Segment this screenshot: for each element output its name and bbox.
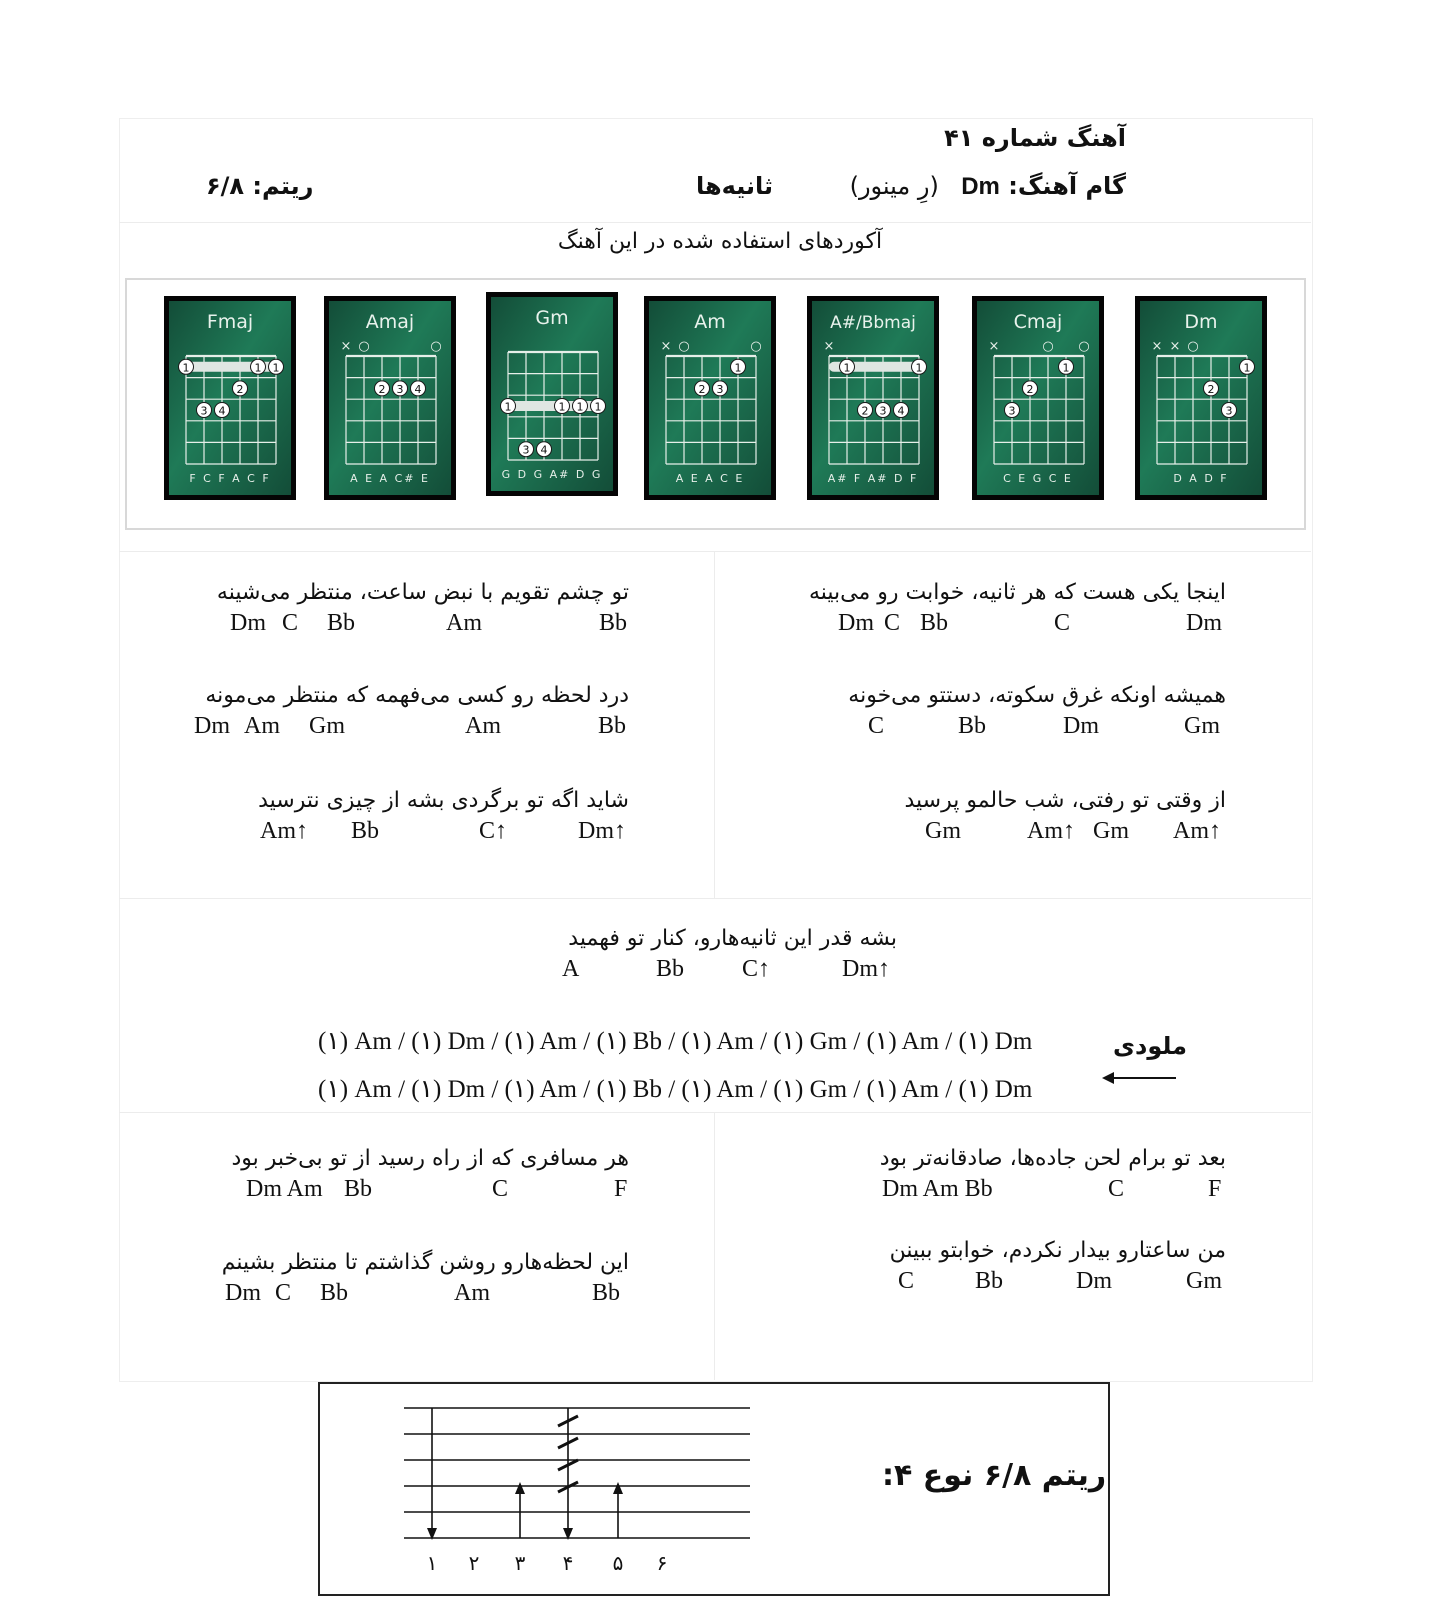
chord-label: Bb bbox=[656, 956, 685, 982]
song-name: ثانیه‌ها bbox=[696, 172, 774, 200]
beat-number: ۱ bbox=[426, 1551, 438, 1575]
svg-text:2: 2 bbox=[1207, 382, 1215, 396]
chord-label: C↑ bbox=[479, 818, 508, 844]
chord-notes: F C F A C F bbox=[189, 472, 271, 485]
chord-label: Dm bbox=[838, 610, 874, 636]
chord-label: Bb bbox=[320, 1280, 349, 1306]
verse-left-3-chords bbox=[260, 818, 640, 848]
chord-label: Bb bbox=[598, 713, 627, 739]
chord-label: Bb bbox=[958, 713, 987, 739]
verse2-right-1-lyric: بعد تو برام لحن جاده‌ها، صادقانه‌تر بود bbox=[879, 1146, 1226, 1171]
svg-text:○: ○ bbox=[678, 339, 690, 354]
verse-left-2-chords bbox=[194, 713, 644, 743]
chord-label: Am bbox=[244, 713, 280, 739]
chord-label: Am bbox=[454, 1280, 490, 1306]
svg-text:2: 2 bbox=[1026, 382, 1034, 396]
chord-label: Gm bbox=[1184, 713, 1220, 739]
left-arrow-icon bbox=[1100, 1068, 1180, 1088]
verse-right-3-chords bbox=[925, 818, 1245, 848]
chord-notes: D A D F bbox=[1173, 472, 1229, 485]
divider bbox=[119, 1112, 1311, 1113]
svg-text:3: 3 bbox=[1008, 404, 1016, 418]
svg-text:×: × bbox=[660, 339, 672, 354]
verse2-right-1-chords bbox=[882, 1176, 1242, 1206]
svg-text:2: 2 bbox=[236, 382, 244, 396]
chord-label: C bbox=[898, 1268, 915, 1294]
chord-label: Dm↑ bbox=[842, 956, 890, 982]
chord-notes: G D G A# D G bbox=[501, 468, 603, 481]
verse2-left-2-lyric: این لحظه‌هارو روشن گذاشتم تا منتظر بشینم bbox=[221, 1250, 629, 1275]
svg-text:×: × bbox=[988, 339, 1000, 354]
chord-label: Am bbox=[446, 610, 482, 636]
svg-text:4: 4 bbox=[540, 443, 548, 457]
chord-label: Am↑ bbox=[1173, 818, 1221, 844]
svg-text:2: 2 bbox=[698, 382, 706, 396]
melody-line-1: (۱) Am / (۱) Dm / (۱) Am / (۱) Bb / (۱) Am / (۱) Gm / (۱) Am / (۱) Dm bbox=[318, 1028, 1033, 1055]
chord-diagram-a-bbmaj bbox=[807, 296, 939, 500]
chord-label: C bbox=[492, 1176, 509, 1202]
key-name: (رِ مینور) bbox=[849, 172, 939, 200]
chord-diagram-dm bbox=[1135, 296, 1267, 500]
svg-text:×: × bbox=[1169, 339, 1181, 354]
chord-diagram-fmaj bbox=[164, 296, 296, 500]
verse-left-1-chords bbox=[230, 610, 650, 640]
verse2-left-2-chords bbox=[225, 1280, 645, 1310]
svg-text:○: ○ bbox=[358, 339, 370, 354]
beat-number: ۴ bbox=[562, 1551, 574, 1575]
verse-right-1-lyric: اینجا یکی هست که هر ثانیه، خوابت رو می‌بینه bbox=[808, 580, 1226, 605]
svg-text:3: 3 bbox=[1225, 404, 1233, 418]
svg-text:○: ○ bbox=[750, 339, 762, 354]
chord-label: C bbox=[868, 713, 885, 739]
key-value: Dm bbox=[961, 173, 1000, 200]
verse-right-2-chords bbox=[868, 713, 1238, 743]
chord-name: Gm bbox=[535, 307, 569, 329]
svg-text:1: 1 bbox=[1243, 361, 1251, 375]
chord-label: Am bbox=[465, 713, 501, 739]
verse2-left-1-chords bbox=[246, 1176, 646, 1206]
chord-label: C bbox=[1054, 610, 1071, 636]
column-divider bbox=[714, 551, 715, 898]
chord-label: A bbox=[562, 956, 580, 982]
beat-number: ۳ bbox=[514, 1551, 526, 1575]
verse-left-2-lyric: درد لحظه رو کسی می‌فهمه که منتظر می‌مونه bbox=[205, 683, 629, 708]
column-divider bbox=[714, 1112, 715, 1380]
chord-diagram-amaj bbox=[324, 296, 456, 500]
chord-label: Bb bbox=[975, 1268, 1004, 1294]
svg-text:1: 1 bbox=[843, 361, 851, 375]
svg-text:1: 1 bbox=[558, 400, 566, 414]
beat-number: ۲ bbox=[468, 1551, 480, 1575]
song-number-title: آهنگ شماره ۴۱ bbox=[944, 124, 1126, 152]
verse-right-2-lyric: همیشه اونکه غرق سکوته، دستتو می‌خونه bbox=[848, 683, 1226, 708]
svg-text:1: 1 bbox=[915, 361, 923, 375]
svg-text:1: 1 bbox=[254, 361, 262, 375]
svg-text:1: 1 bbox=[734, 361, 742, 375]
chord-label: C bbox=[282, 610, 299, 636]
key-label: گام آهنگ: bbox=[1008, 172, 1126, 200]
divider bbox=[119, 898, 1311, 899]
chord-label: C bbox=[1108, 1176, 1125, 1202]
verse-left-3-lyric: شاید اگه تو برگردی بشه از چیزی نترسید bbox=[258, 788, 629, 813]
svg-text:×: × bbox=[1151, 339, 1163, 354]
chord-label: Gm bbox=[1093, 818, 1129, 844]
chord-label: Dm bbox=[1076, 1268, 1112, 1294]
rhythm-staff bbox=[400, 1398, 760, 1578]
chord-label: Dm bbox=[225, 1280, 261, 1306]
song-key bbox=[850, 172, 1126, 201]
chord-label: Dm↑ bbox=[578, 818, 626, 844]
verse2-right-2-chords bbox=[898, 1268, 1238, 1298]
svg-text:4: 4 bbox=[897, 404, 905, 418]
svg-text:3: 3 bbox=[522, 443, 530, 457]
svg-text:3: 3 bbox=[200, 404, 208, 418]
svg-text:4: 4 bbox=[218, 404, 226, 418]
svg-text:1: 1 bbox=[272, 361, 280, 375]
svg-text:2: 2 bbox=[378, 382, 386, 396]
verse2-right-2-lyric: من ساعتارو بیدار نکردم، خوابتو ببینن bbox=[889, 1238, 1226, 1263]
rhythm-pattern-title: ریتم ۶/۸ نوع ۴: bbox=[882, 1458, 1107, 1493]
chord-label: Bb bbox=[592, 1280, 621, 1306]
chord-label: Dm Am bbox=[246, 1176, 323, 1202]
chord-notes: C E G C E bbox=[1003, 472, 1073, 485]
rhythm-label: ریتم: ۶/۸ bbox=[206, 172, 314, 200]
beat-number: ۵ bbox=[612, 1551, 624, 1575]
chord-name: A#/Bbmaj bbox=[830, 313, 916, 333]
verse2-left-1-lyric: هر مسافری که از راه رسید از تو بی‌خبر بود bbox=[231, 1146, 629, 1171]
chord-label: Bb bbox=[920, 610, 949, 636]
melody-line-2: (۱) Am / (۱) Dm / (۱) Am / (۱) Bb / (۱) Am / (۱) Gm / (۱) Am / (۱) Dm bbox=[318, 1076, 1033, 1103]
chord-diagram-am bbox=[644, 296, 776, 500]
chord-notes: A# F A# D F bbox=[827, 472, 919, 485]
chord-name: Am bbox=[694, 311, 726, 333]
chord-name: Dm bbox=[1184, 311, 1218, 333]
svg-text:3: 3 bbox=[879, 404, 887, 418]
chord-label: Bb bbox=[351, 818, 380, 844]
chord-label: Bb bbox=[327, 610, 356, 636]
chord-label: Am↑ bbox=[1027, 818, 1075, 844]
svg-text:1: 1 bbox=[182, 361, 190, 375]
chord-name: Fmaj bbox=[206, 311, 254, 333]
chord-label: Gm bbox=[925, 818, 961, 844]
chord-label: C↑ bbox=[742, 956, 771, 982]
svg-text:×: × bbox=[340, 339, 352, 354]
chord-label: F bbox=[614, 1176, 628, 1202]
svg-text:×: × bbox=[823, 339, 835, 354]
svg-text:1: 1 bbox=[594, 400, 602, 414]
chord-label: C bbox=[884, 610, 901, 636]
svg-text:4: 4 bbox=[414, 382, 422, 396]
verse-center-chords bbox=[562, 956, 922, 986]
melody-label: ملودی bbox=[1113, 1032, 1188, 1060]
chord-label: Bb bbox=[344, 1176, 373, 1202]
chord-label: Dm bbox=[1186, 610, 1222, 636]
svg-text:2: 2 bbox=[861, 404, 869, 418]
chord-notes: A E A C# E bbox=[350, 472, 430, 485]
chord-label: Gm bbox=[1186, 1268, 1222, 1294]
svg-text:1: 1 bbox=[576, 400, 584, 414]
chord-name: Cmaj bbox=[1013, 311, 1063, 333]
chord-label: Dm bbox=[1063, 713, 1099, 739]
svg-text:1: 1 bbox=[504, 400, 512, 414]
verse-center-lyric: بشه قدر این ثانیه‌هارو، کنار تو فهمید bbox=[568, 926, 897, 951]
chord-label: Gm bbox=[309, 713, 345, 739]
chord-label: Am↑ bbox=[260, 818, 308, 844]
chord-diagram-gm bbox=[486, 292, 618, 496]
chord-label: Bb bbox=[599, 610, 628, 636]
beat-number: ۶ bbox=[656, 1551, 668, 1575]
chord-label: Dm bbox=[194, 713, 230, 739]
chord-label: Dm Am Bb bbox=[882, 1176, 993, 1202]
chord-notes: A E A C E bbox=[675, 472, 745, 485]
chord-label: F bbox=[1208, 1176, 1222, 1202]
svg-text:○: ○ bbox=[1042, 339, 1054, 354]
chord-name: Amaj bbox=[365, 311, 415, 333]
verse-right-3-lyric: از وقتی تو رفتی، شب حالمو پرسید bbox=[904, 788, 1226, 813]
svg-text:1: 1 bbox=[1062, 361, 1070, 375]
svg-text:3: 3 bbox=[716, 382, 724, 396]
chord-label: Dm bbox=[230, 610, 266, 636]
verse-left-1-lyric: تو چشم تقویم با نبض ساعت، منتظر می‌شینه bbox=[216, 580, 629, 605]
svg-text:○: ○ bbox=[430, 339, 442, 354]
chord-diagram-cmaj bbox=[972, 296, 1104, 500]
chords-heading: آکوردهای استفاده شده در این آهنگ bbox=[557, 229, 883, 254]
divider bbox=[119, 222, 1311, 223]
svg-text:○: ○ bbox=[1187, 339, 1199, 354]
chord-label: C bbox=[275, 1280, 292, 1306]
divider bbox=[119, 551, 1311, 552]
svg-text:○: ○ bbox=[1078, 339, 1090, 354]
verse-right-1-chords bbox=[838, 610, 1238, 640]
svg-text:3: 3 bbox=[396, 382, 404, 396]
